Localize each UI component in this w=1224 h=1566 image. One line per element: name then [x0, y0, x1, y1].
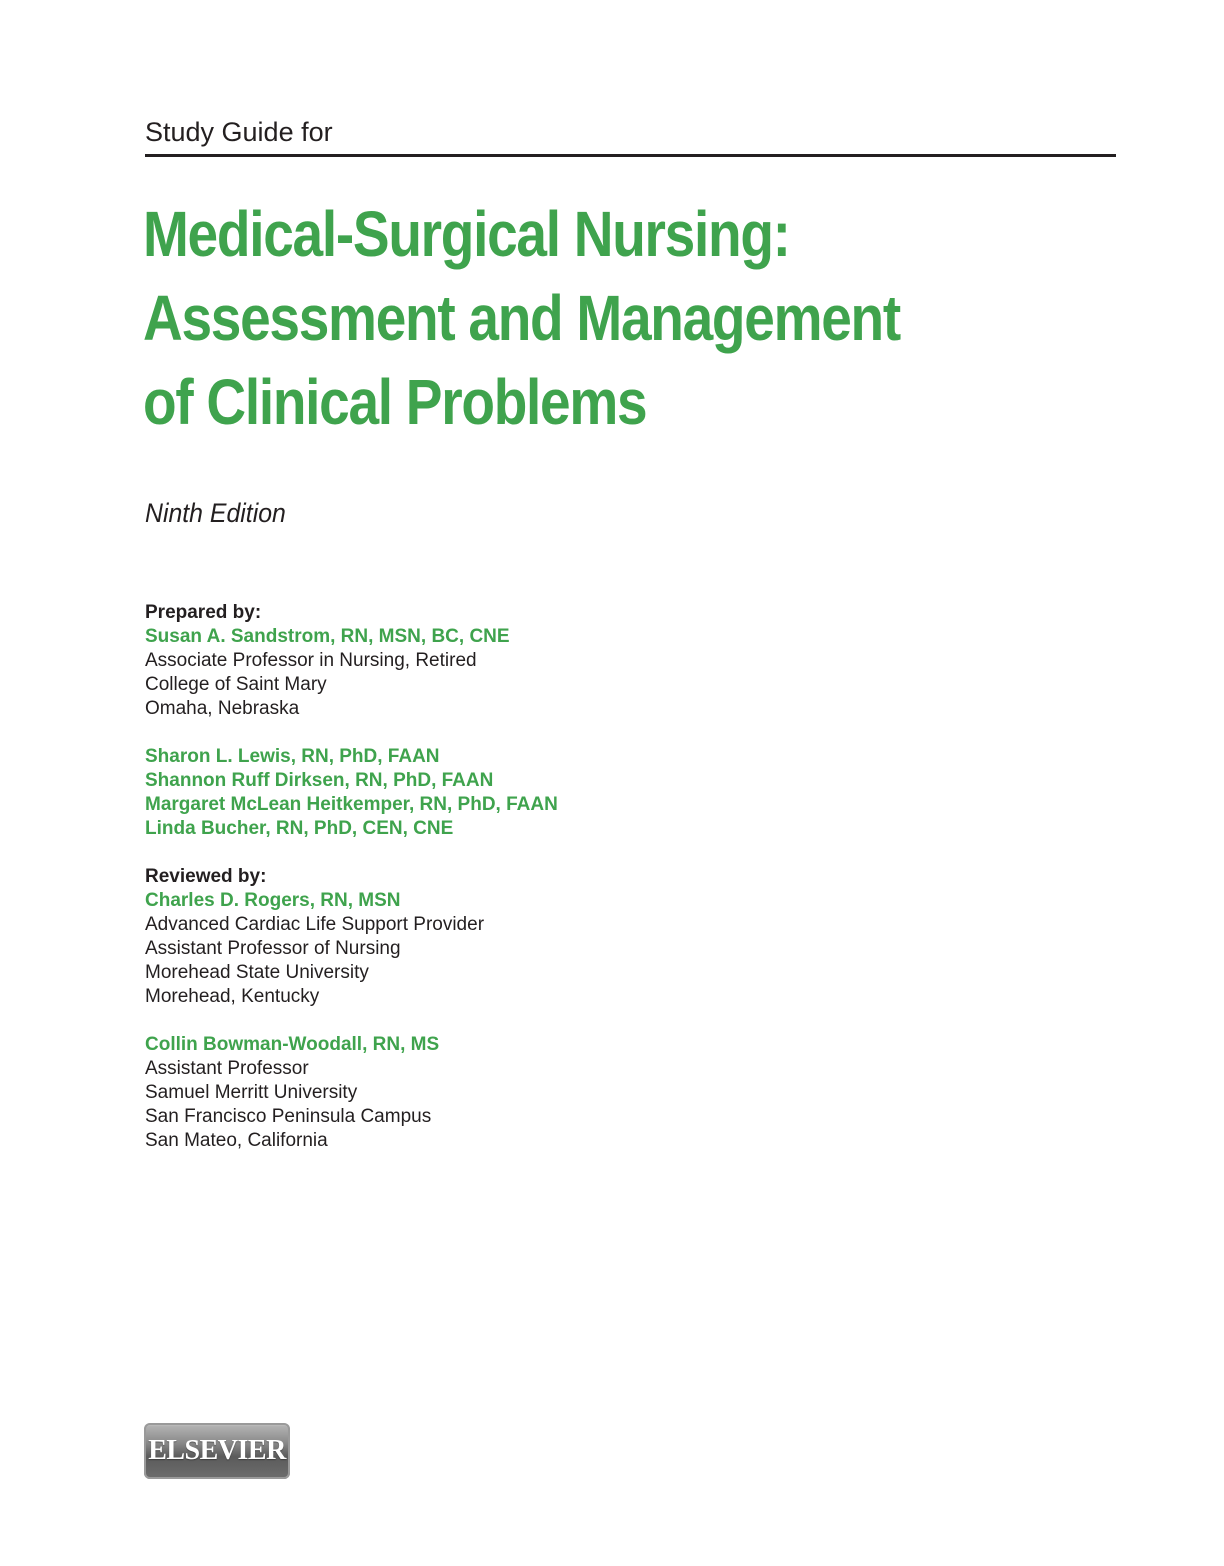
- prepared-by-section: [145, 601, 845, 721]
- author-name: Sharon L. Lewis, RN, PhD, FAAN: [145, 746, 440, 767]
- author-name: Shannon Ruff Dirksen, RN, PhD, FAAN: [145, 770, 494, 791]
- primary-author-name: Susan A. Sandstrom, RN, MSN, BC, CNE: [145, 626, 510, 647]
- primary-author-detail: Associate Professor in Nursing, Retired: [145, 650, 477, 671]
- reviewer-detail: San Mateo, California: [145, 1130, 328, 1151]
- credits: [145, 601, 845, 1153]
- reviewer-detail: Samuel Merritt University: [145, 1082, 358, 1103]
- study-guide-subtitle: Study Guide for: [145, 117, 333, 147]
- primary-author-detail: Omaha, Nebraska: [145, 698, 300, 719]
- reviewer-detail: Morehead, Kentucky: [145, 986, 320, 1007]
- reviewer-detail: Assistant Professor: [145, 1058, 309, 1079]
- elsevier-logo: ELSEVIER: [144, 1423, 290, 1479]
- prepared-by-label: Prepared by:: [145, 602, 262, 623]
- reviewer-name: Charles D. Rogers, RN, MSN: [145, 890, 401, 911]
- header-rule: [145, 154, 1116, 157]
- reviewer-section: [145, 1033, 845, 1153]
- author-name: Margaret McLean Heitkemper, RN, PhD, FAAN: [145, 794, 558, 815]
- book-title-line-1: Medical-Surgical Nursing:: [143, 198, 790, 270]
- reviewer-detail: Assistant Professor of Nursing: [145, 938, 401, 959]
- author-name: Linda Bucher, RN, PhD, CEN, CNE: [145, 818, 454, 839]
- reviewed-by-section: [145, 865, 845, 1009]
- book-title-line-2: Assessment and Management: [143, 282, 900, 354]
- reviewer-name: Collin Bowman-Woodall, RN, MS: [145, 1034, 440, 1055]
- book-title: [143, 192, 1003, 444]
- other-authors: [145, 745, 845, 841]
- reviewer-detail: Advanced Cardiac Life Support Provider: [145, 914, 485, 935]
- book-title-line-3: of Clinical Problems: [143, 366, 647, 438]
- reviewer-detail: San Francisco Peninsula Campus: [145, 1106, 432, 1127]
- edition: Ninth Edition: [145, 498, 286, 528]
- reviewed-by-label: Reviewed by:: [145, 866, 267, 887]
- primary-author-detail: College of Saint Mary: [145, 674, 327, 695]
- reviewer-detail: Morehead State University: [145, 962, 369, 983]
